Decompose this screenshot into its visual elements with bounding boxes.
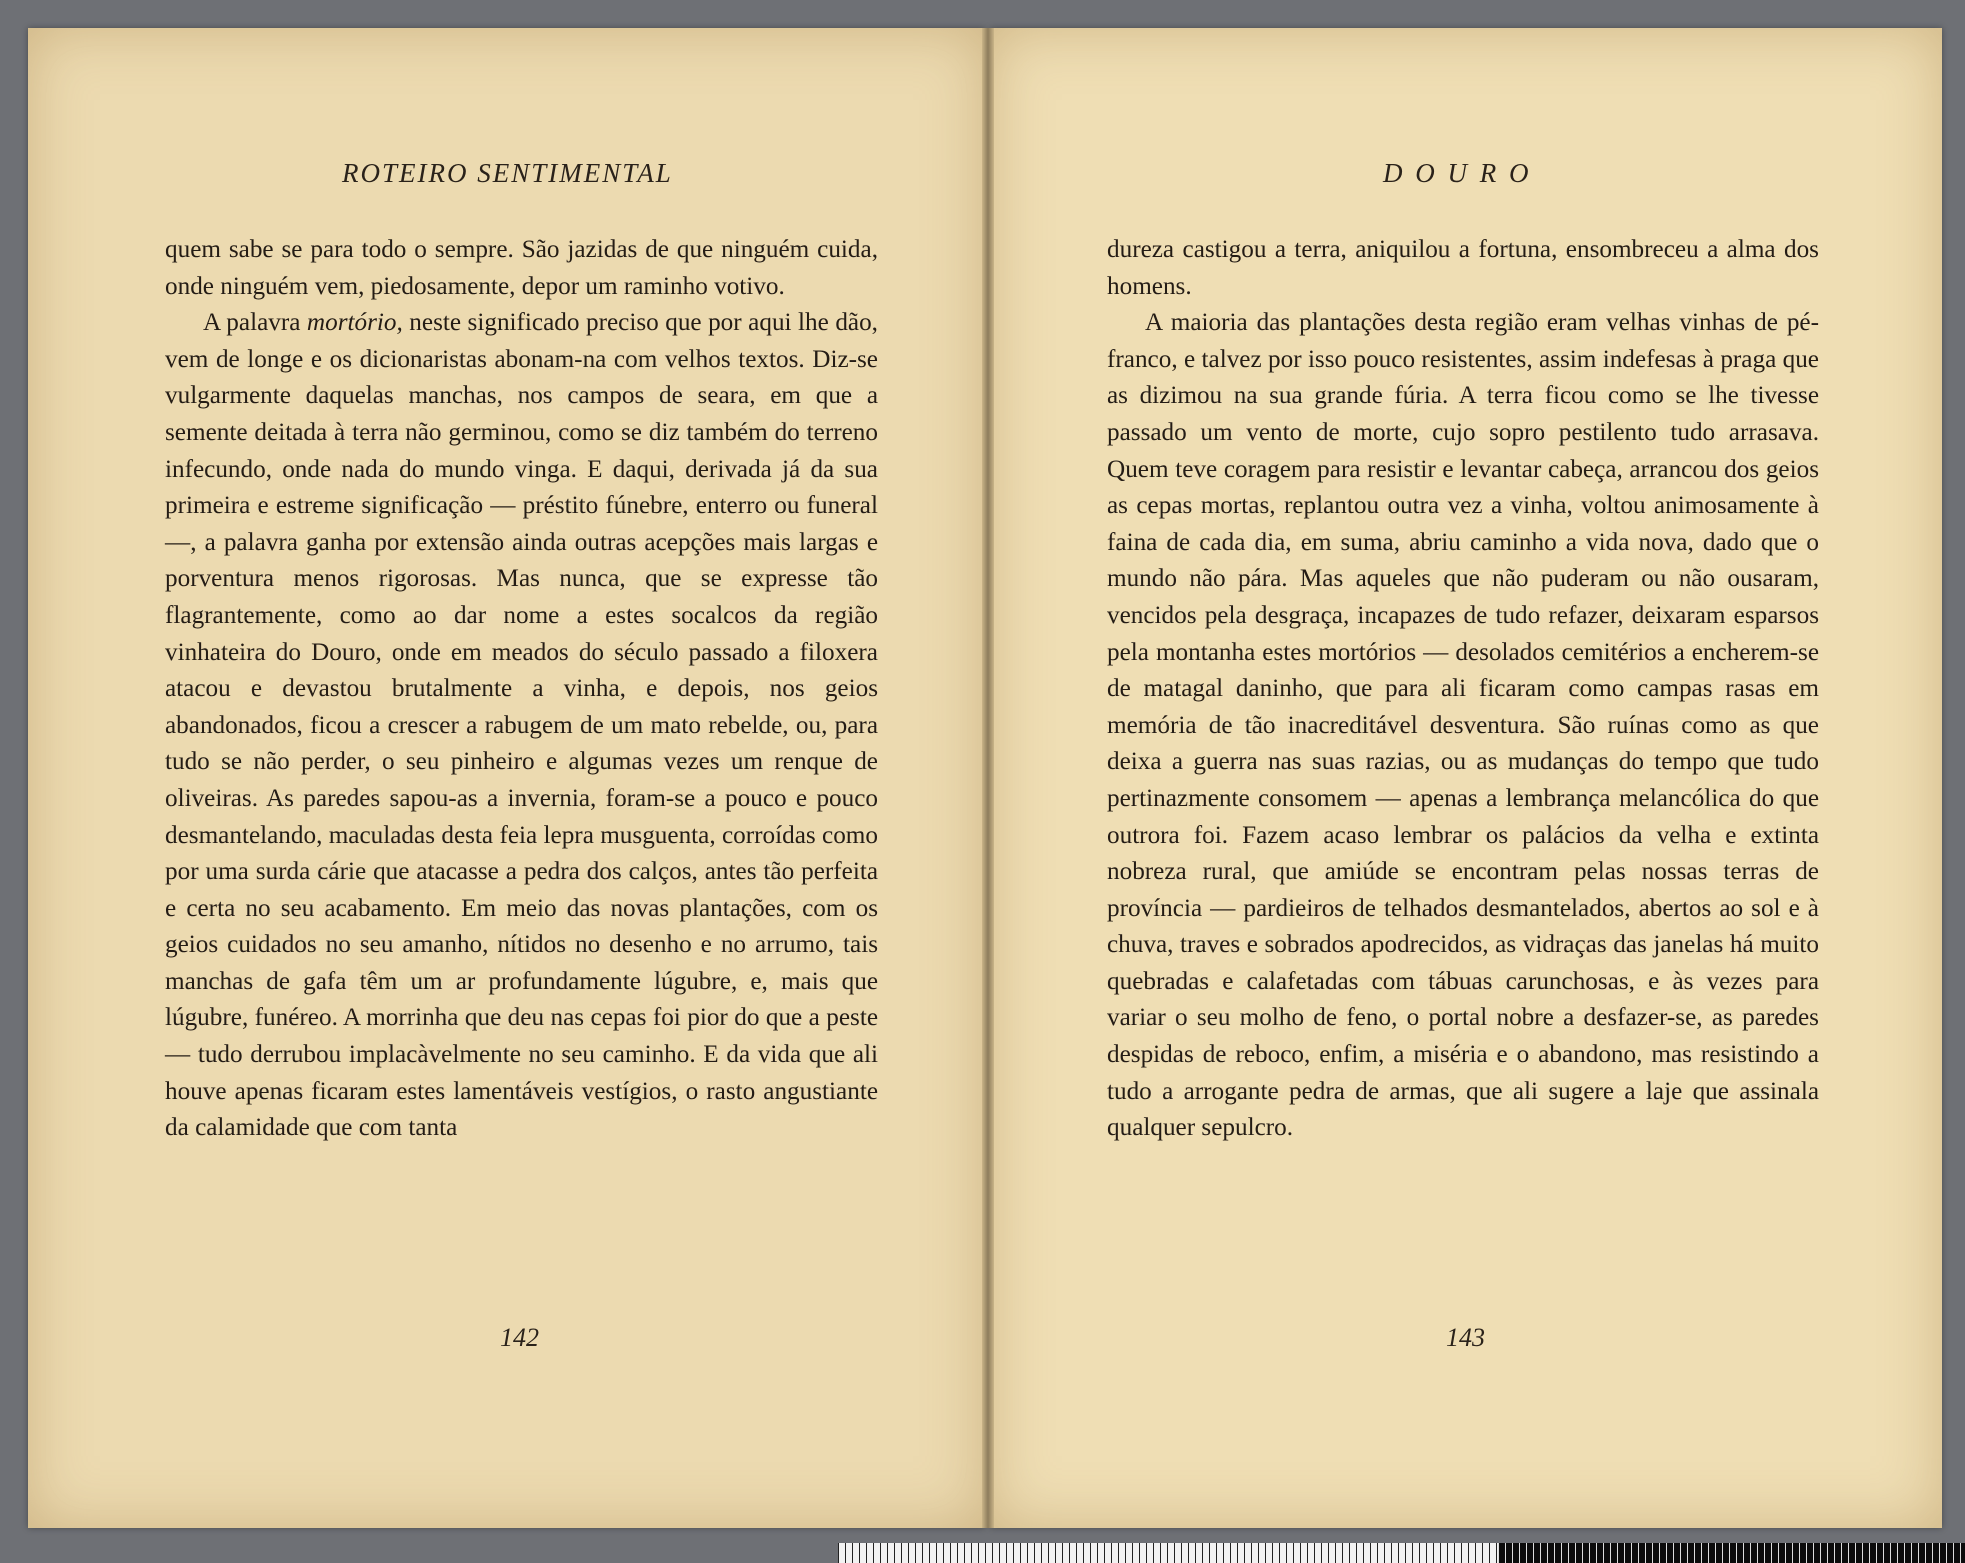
book-gutter bbox=[982, 28, 994, 1528]
right-running-head: D O U R O bbox=[1383, 158, 1532, 188]
scale-ruler-dark bbox=[1498, 1543, 1965, 1563]
left-page-number: 142 bbox=[500, 1323, 539, 1352]
scale-ruler-light bbox=[838, 1543, 1498, 1563]
left-body-text bbox=[165, 232, 878, 1147]
right-paragraph-2: A maioria das plantações desta região eram velhas vinhas de pé-franco, e talvez por isso pouco resistentes, assim indefesas à praga que as dizimou na sua grande fúria. A terra ficou como se lhe tivesse passado um vento de morte, cujo sopro pestilento tudo arrasava. Quem teve coragem para resistir e levantar cabeça, arrancou dos geios as cepas mortas, replantou outra vez a vinha, voltou animosamente à faina de cada dia, em suma, abriu caminho a vida nova, dado que o mundo não pára. Mas aqueles que não puderam ou não ousaram, vencidos pela desgraça, incapazes de tudo refazer, deixaram esparsos pela montanha estes mortórios — desolados cemitérios a encherem-se de matagal daninho, que para ali ficaram como campas rasas em memória de tão inacreditável desventura. São ruínas como as que deixa a guerra nas suas razias, ou as mudanças do tempo que tudo pertinazmente consomem — apenas a lembrança melancólica do que outrora foi. Fazem acaso lembrar os palácios da velha e extinta nobreza rural, que amiúde se encontram pelas nossas terras de província — pardieiros de telhados desmantelados, abertos ao sol e à chuva, traves e sobrados apodrecidos, as vidraças das janelas há muito quebradas e calafetadas com tábuas carunchosas, e às vezes para variar o seu molho de feno, o portal nobre a desfazer-se, as paredes despidas de reboco, enfim, a miséria e o abandono, mas resistindo a tudo a arrogante pedra de armas, que ali sugere a laje que assinala qualquer sepulcro. bbox=[1107, 309, 1819, 1142]
right-body-text bbox=[1107, 232, 1819, 1147]
italic-word-mortorio: mortório, bbox=[306, 309, 403, 337]
left-running-head: ROTEIRO SENTIMENTAL bbox=[342, 158, 673, 188]
left-paragraph-2 bbox=[165, 305, 878, 1147]
right-page-number: 143 bbox=[1446, 1323, 1485, 1352]
right-paragraph-1: dureza castigou a terra, aniquilou a fortuna, ensombreceu a alma dos homens. bbox=[1107, 236, 1819, 300]
left-paragraph-2-after: neste significado preciso que por aqui lhe dão, vem de longe e os dicionaristas abonam-na com velhos textos. Diz-se vulgarmente daquelas manchas, nos campos de seara, em que a semente deitada à terra não germinou, como se diz também do terreno infecundo, onde nada do mundo vinga. E daqui, derivada já da sua primeira e estreme significação — préstito fúnebre, enterro ou funeral —, a palavra ganha por extensão ainda outras acepções mais largas e porventura menos rigorosas. Mas nunca, que se expresse tão flagrantemente, como ao dar nome a estes socalcos da região vinhateira do Douro, onde em meados do século passado a filoxera atacou e devastou brutalmente a vinha, e depois, nos geios abandonados, ficou a crescer a rabugem de um mato rebelde, ou, para tudo se não perder, o seu pinheiro e algumas vezes um renque de oliveiras. As paredes sapou-as a invernia, foram-se a pouco e pouco desmantelando, maculadas desta feia lepra musguenta, corroídas como por uma surda cárie que atacasse a pedra dos calços, antes tão perfeita e certa no seu acabamento. Em meio das novas plantações, com os geios cuidados no seu amanho, nítidos no desenho e no arrumo, tais manchas de gafa têm um ar profundamente lúgubre, e, mais que lúgubre, funéreo. A morrinha que deu nas cepas foi pior do que a peste — tudo derrubou implacàvelmente no seu caminho. E da vida que ali houve apenas ficaram estes lamentáveis vestígios, o rasto angustiante da calamidade que com tanta bbox=[165, 309, 878, 1142]
left-paragraph-2-before: A palavra bbox=[203, 309, 307, 337]
left-paragraph-1: quem sabe se para todo o sempre. São jazidas de que ninguém cuida, onde ninguém vem, piedosamente, depor um raminho votivo. bbox=[165, 236, 878, 300]
